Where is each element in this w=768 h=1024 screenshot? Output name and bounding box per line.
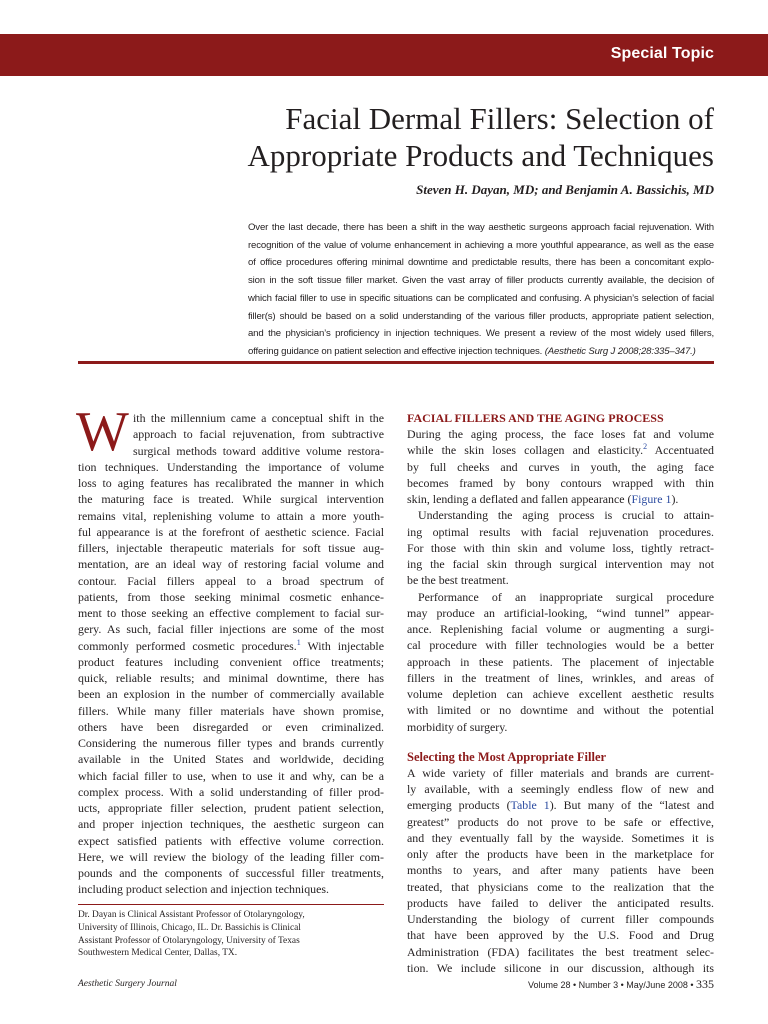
body-line: fillers. While many filler materials have shown promise, (78, 703, 384, 718)
citation-ref[interactable]: 1 (296, 637, 301, 647)
footnote-line: University of Illinois, Chicago, IL. Dr. Bassichis is Clinical (78, 922, 301, 933)
body-line: product features including convenient office treatments; (78, 654, 384, 669)
article-authors: Steven H. Dayan, MD; and Benjamin A. Bassichis, MD (416, 182, 714, 197)
body-line: products have failed to deliver the anticipated results. (407, 895, 714, 910)
body-line: been an explosion in the number of commercially available (78, 687, 384, 702)
footnote-line: Dr. Dayan is Clinical Assistant Professor of Otolaryngology, (78, 910, 305, 920)
body-line: fillers in the treatment of lines, wrinkles, and areas of (407, 670, 714, 685)
body-line: ful appearance is at the forefront of aesthetic science. Facial (78, 524, 384, 539)
title-line: Facial Dermal Fillers: Selection of (285, 101, 714, 136)
body-line: only after the products have been in the marketplace for (407, 847, 714, 861)
issue-info (528, 977, 714, 992)
figure-link[interactable]: Figure 1 (631, 492, 672, 506)
body-line: becomes framed by bony contours wrapped with thin (407, 475, 714, 490)
footnote-divider (78, 904, 384, 905)
abstract-line: and the physician’s proficiency in injection techniques. We present a review of the most widely used fillers, (248, 328, 714, 340)
footnote-line: Southwestern Medical Center, Dallas, TX. (78, 948, 238, 959)
header-divider (78, 361, 714, 364)
body-line: Performance of an inappropriate surgical procedure (418, 589, 714, 604)
body-line: ly available, with a seemingly endless flow of new and (407, 782, 714, 796)
right-column (407, 410, 714, 976)
body-line: months to years, and after many patients have been (407, 863, 714, 878)
body-line: pounds and the components of successful filler treatments, (78, 866, 384, 880)
article-title (114, 100, 714, 174)
body-line: Administration (FDA) facilitates the best treatment selec- (407, 944, 714, 959)
left-column (78, 410, 384, 898)
body-line: quick, reliable results; and minimal downtime, there has (78, 671, 384, 685)
abstract-line: of office procedures offering minimal downtime and predictable results, there has been a concomitant explo- (248, 257, 714, 269)
body-line: ing optimal results with facial rejuvenation procedures. (407, 524, 714, 539)
body-line: contour. Facial fillers appeal to a broad spectrum of (78, 573, 384, 588)
section-heading: FACIAL FILLERS AND THE AGING PROCESS (407, 411, 664, 425)
body-line: emerging products (Table 1). But many of the “latest and (407, 798, 715, 813)
title-line: Appropriate Products and Techniques (247, 138, 714, 173)
body-line: ing the facial skin through surgical intervention may not (407, 557, 714, 571)
body-line: treated, that physicians come to the realization that the (407, 879, 714, 894)
body-line: ance. Replenishing facial volume or augmenting a surgi- (407, 622, 714, 636)
abstract-citation: (Aesthetic Surg J 2008;28:335–347.) (544, 345, 696, 357)
body-line: remains vital, replenishing volume to attain a more youth- (78, 508, 384, 523)
page-number: 335 (696, 977, 714, 991)
body-line: During the aging process, the face loses fat and volume (407, 427, 714, 441)
body-line: approach in these patients. The placement of injectable (407, 654, 714, 669)
body-line: may produce an artificial-looking, “wind tunnel” appear- (407, 605, 714, 620)
body-line: and proper injection techniques, the aesthetic surgeon can (78, 817, 384, 832)
journal-name: Aesthetic Surgery Journal (78, 979, 177, 989)
body-line: tion techniques. Understanding the importance of volume (78, 459, 384, 474)
body-line: greatest” products do not prove to be safe or effective, (407, 814, 714, 829)
abstract-line: offering guidance on patient selection and effective injection techniques. (Aesthetic Surg J 2008;28:335–347.) (248, 345, 696, 357)
body-line: be the best treatment. (407, 573, 509, 588)
body-line: fillers, injectable therapeutic materials for soft tissue aug- (78, 541, 384, 555)
abstract-line: recognition of the value of volume enhancement in achieving a more youthful appearance, as well as the ease (248, 239, 714, 251)
abstract-line: which facial filler to use in specific situations can be complicated and confusing. A physician’s selection of facial (248, 292, 714, 304)
body-line: available in the United States and worldwide, deciding (78, 752, 384, 767)
abstract (248, 219, 714, 361)
body-line: approach to facial rejuvenation, from subtractive (133, 427, 384, 442)
body-line: with limited or no downtime and without the potential (407, 703, 714, 718)
drop-cap: W (76, 401, 129, 463)
table-link[interactable]: Table 1 (510, 798, 550, 813)
body-line: commonly performed cosmetic procedures.$^1$ With injectable (78, 637, 384, 653)
body-line: cal procedure with filler technologies would be a better (407, 638, 714, 653)
body-line: morbidity of surgery. (407, 719, 508, 734)
body-line: ment to those seeking an effective complement to facial sur- (78, 606, 384, 620)
abstract-line: sion in the soft tissue filler market. Given the vast array of filler products currently available, the decision of (248, 275, 714, 287)
body-line: which facial filler to use, when to use it and why, can be a (78, 768, 384, 783)
body-line: including product selection and injection techniques. (78, 882, 329, 897)
body-line: Understanding the biology of current filler compounds (407, 912, 714, 926)
body-line: patients, from those seeking minimal cosmetic enhance- (78, 589, 384, 604)
body-line: tion. We include silicone in our discussion, although its (407, 960, 714, 975)
body-line: while the skin loses collagen and elasticity.$^2$ Accentuated (407, 442, 714, 458)
body-line: volume depletion can achieve excellent aesthetic results (407, 687, 714, 701)
body-line: mentation, are an ideal way of restoring facial volume and (78, 557, 384, 572)
body-line: the maturing face is treated. While surgical intervention (78, 492, 384, 507)
body-line: expect satisfied patients with effective volume correction. (78, 833, 384, 848)
body-line: ucts, appropriate filler selection, prudent patient selection, (78, 801, 384, 815)
body-line: Here, we will review the biology of the leading filler com- (78, 849, 384, 864)
abstract-line: filler(s) should be based on a solid understanding of the various filler products, appropriate patient selection, (248, 310, 714, 322)
body-line: and they eventually fall by the wayside. Sometimes it is (407, 830, 714, 845)
body-line: ith the millennium came a conceptual shift in the (133, 411, 384, 425)
abstract-line: Over the last decade, there has been a shift in the way aesthetic surgeons approach facial rejuvenation. With (248, 222, 714, 233)
body-line: Considering the numerous filler types and brands currently (78, 736, 384, 750)
body-line: loss to aging features has recalibrated the manner in which (78, 476, 384, 490)
body-line: skin, lending a deflated and fallen appearance (Figure 1). (407, 492, 679, 506)
footnote-line: Assistant Professor of Otolaryngology, University of Texas (78, 935, 300, 946)
body-line: others have been disregarded or even criminalized. (78, 719, 384, 734)
body-line: A wide variety of filler materials and brands are current- (407, 765, 714, 780)
body-line: gery. As such, facial filler injections are some of the most (78, 622, 384, 637)
body-line: by full cheeks and curves in youth, the aging face (407, 459, 714, 474)
body-line: Understanding the aging process is crucial to attain- (418, 508, 714, 523)
section-label: Special Topic (610, 45, 714, 62)
body-line: For those with thin skin and volume loss, tightly retract- (407, 540, 714, 555)
body-line: complex process. With a solid understanding of filler prod- (78, 784, 384, 799)
section-banner (0, 34, 768, 76)
body-line: surgical methods toward additive volume restora- (133, 443, 384, 458)
body-line: that have been approved by the U.S. Food and Drug (407, 928, 714, 943)
author-affiliation-footnote (78, 909, 384, 960)
citation-ref[interactable]: 2 (643, 442, 648, 452)
subsection-heading: Selecting the Most Appropriate Filler (407, 749, 607, 764)
issue-line: Volume 28 • Number 3 • May/June 2008 • (527, 980, 696, 990)
